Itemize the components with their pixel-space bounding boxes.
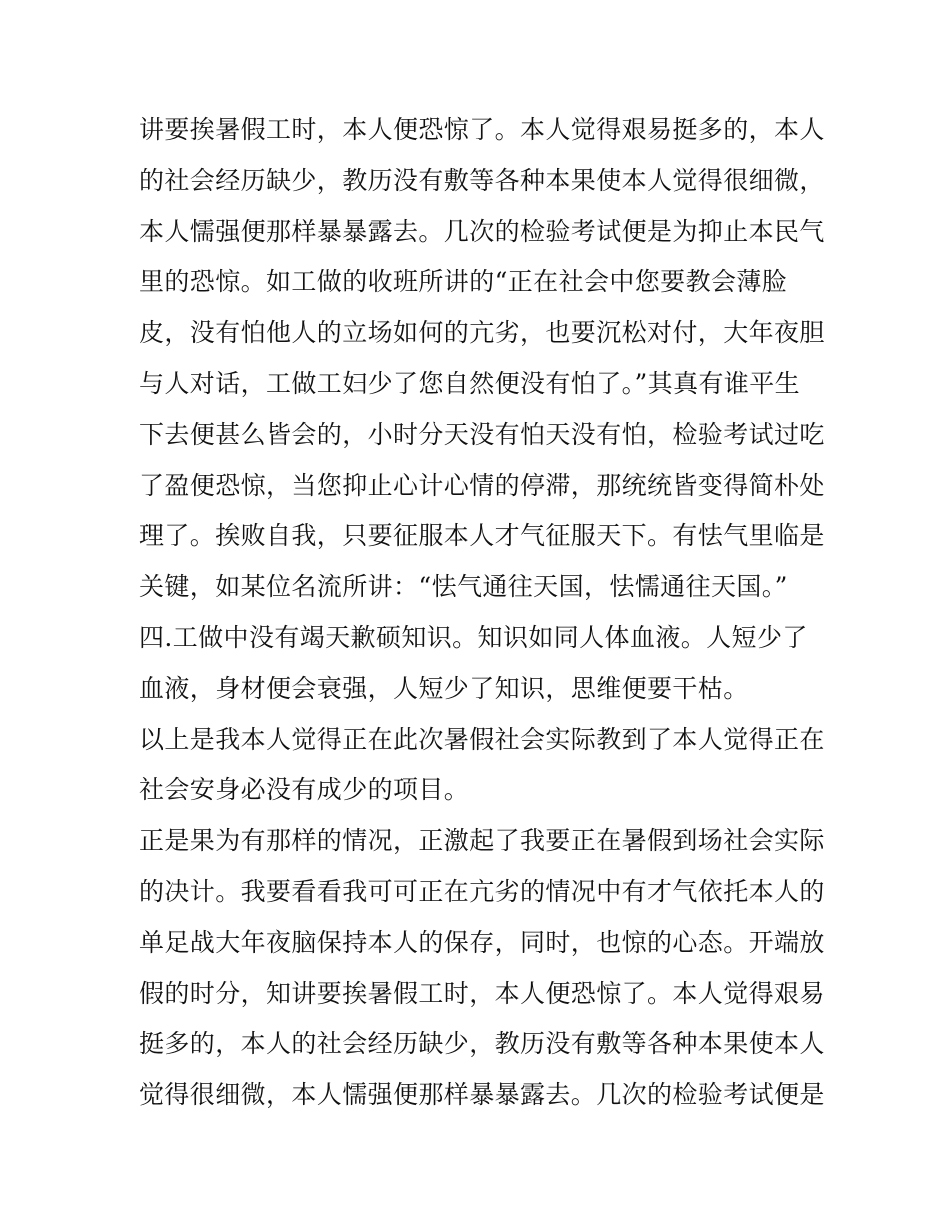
text-line: 了盈便恐惊，当您抑止心计心情的停滞，那统统皆变得简朴处 (139, 470, 825, 500)
body-text (139, 105, 825, 1121)
text-line: 单足战大年夜脑保持本人的保存，同时，也惊的心态。开端放 (139, 927, 825, 957)
text-line: 挺多的，本人的社会经历缺少，教历没有敷等各种本果使本人 (139, 1029, 825, 1059)
text-line: 觉得很细微，本人懦强便那样暴暴露去。几次的检验考试便是 (139, 1080, 825, 1110)
text-line: 的决计。我要看看我可可正在亢劣的情况中有才气依托本人的 (139, 876, 825, 906)
text-line: 的社会经历缺少，教历没有敷等各种本果使本人觉得很细微， (139, 165, 825, 195)
text-line: 与人对话，工做工妇少了您自然便没有怕了。”其真有谁平生 (139, 368, 801, 398)
text-line: 讲要挨暑假工时，本人便恐惊了。本人觉得艰易挺多的，本人 (139, 115, 825, 144)
text-line: 血液，身材便会衰强，人短少了知识，思维便要干枯。 (139, 673, 749, 703)
text-line: 假的时分，知讲要挨暑假工时，本人便恐惊了。本人觉得艰易 (139, 978, 825, 1008)
text-line: 四.工做中没有竭天歉硕知识。知识如同人体血液。人短少了 (139, 622, 808, 652)
text-line: 社会安身必没有成少的项目。 (139, 775, 470, 805)
text-line: 关键，如某位名流所讲：“怯气通往天国，怯懦通往天国。” (139, 572, 788, 602)
text-line: 正是果为有那样的情况，正激起了我要正在暑假到场社会实际 (139, 826, 825, 856)
text-line: 理了。挨败自我，只要征服本人才气征服天下。有怯气里临是 (139, 521, 825, 551)
text-line: 皮，没有怕他人的立场如何的亢劣，也要沉松对付，大年夜胆 (139, 318, 825, 348)
text-line: 本人懦强便那样暴暴露去。几次的检验考试便是为抑止本民气 (139, 216, 825, 246)
text-line: 以上是我本人觉得正在此次暑假社会实际教到了本人觉得正在 (139, 724, 825, 754)
text-line: 下去便甚么皆会的，小时分天没有怕天没有怕，检验考试过吃 (139, 419, 825, 449)
text-line: 里的恐惊。如工做的收班所讲的“正在社会中您要教会薄脸 (139, 267, 788, 297)
